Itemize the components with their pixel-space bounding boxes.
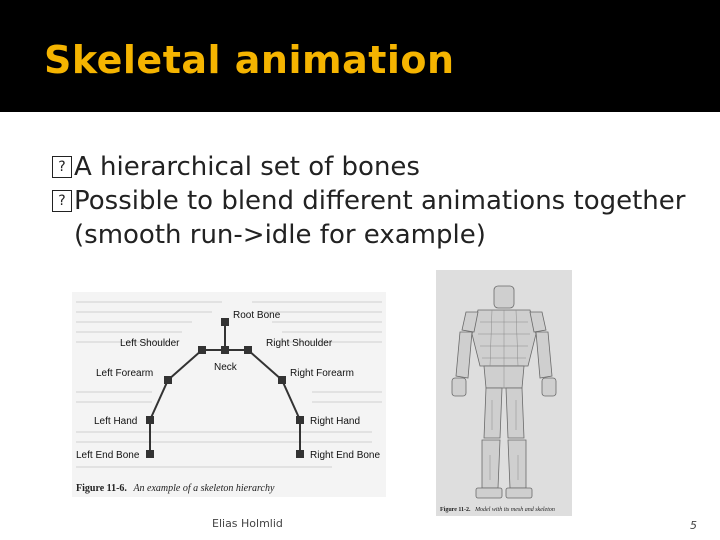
label-right-hand: Right Hand bbox=[310, 416, 361, 427]
bullet-glyph-icon: ? bbox=[52, 156, 72, 178]
label-left-hand: Left Hand bbox=[94, 416, 138, 427]
label-left-end-bone: Left End Bone bbox=[76, 450, 140, 461]
bullet-item bbox=[52, 184, 692, 252]
footer-author: Elias Holmlid bbox=[212, 517, 283, 530]
joint-right-shoulder bbox=[244, 346, 252, 354]
mesh-figure-caption bbox=[440, 507, 555, 513]
faded-background-text bbox=[76, 302, 382, 467]
caption-prefix: Figure 11-6. bbox=[76, 483, 127, 494]
joint-neck bbox=[221, 346, 229, 354]
bullet-glyph-icon: ? bbox=[52, 190, 72, 212]
skeleton-hierarchy-figure bbox=[72, 292, 386, 497]
mesh-caption-prefix: Figure 11-2. bbox=[440, 507, 471, 513]
bullet-text: A hierarchical set of bones bbox=[74, 152, 420, 182]
skeleton-figure-caption bbox=[76, 483, 275, 494]
mesh-skeleton-figure bbox=[436, 270, 572, 516]
joint-right-forearm bbox=[278, 376, 286, 384]
joint-left-shoulder bbox=[198, 346, 206, 354]
bullet-list bbox=[52, 150, 692, 252]
label-right-shoulder: Right Shoulder bbox=[266, 338, 333, 349]
label-left-shoulder: Left Shoulder bbox=[120, 338, 180, 349]
page-number: 5 bbox=[690, 519, 697, 532]
mesh-model-image bbox=[436, 270, 572, 516]
label-neck: Neck bbox=[214, 362, 237, 373]
joint-root bbox=[221, 318, 229, 326]
bullet-item bbox=[52, 150, 692, 184]
bullet-text: Possible to blend different animations together (smooth run->idle for example) bbox=[74, 186, 686, 250]
label-right-forearm: Right Forearm bbox=[290, 368, 354, 379]
label-right-end-bone: Right End Bone bbox=[310, 450, 381, 461]
mesh-caption-text: Model with its mesh and skeleton bbox=[475, 507, 555, 513]
joint-left-forearm bbox=[164, 376, 172, 384]
joint-left-hand bbox=[146, 416, 154, 424]
slide-title: Skeletal animation bbox=[44, 38, 455, 82]
label-left-forearm: Left Forearm bbox=[96, 368, 154, 379]
caption-text: An example of a skeleton hierarchy bbox=[133, 483, 275, 494]
title-bar bbox=[0, 0, 720, 112]
joint-right-end bbox=[296, 450, 304, 458]
joint-right-hand bbox=[296, 416, 304, 424]
skeleton-diagram bbox=[72, 292, 386, 497]
label-root-bone: Root Bone bbox=[233, 310, 281, 321]
joint-left-end bbox=[146, 450, 154, 458]
